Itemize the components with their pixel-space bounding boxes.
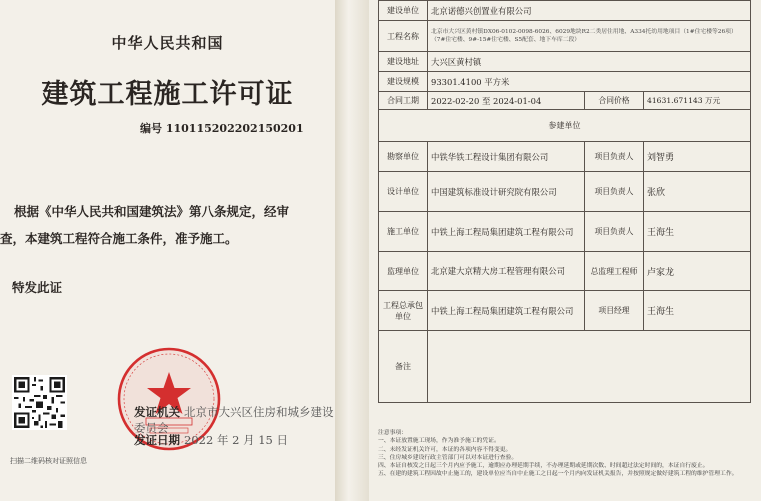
qr-code-icon [12,375,67,430]
permit-body [0,198,335,252]
participant-org: 中铁上海工程局集团建筑工程有限公司 [428,212,585,252]
participant-role: 项目经理 [585,291,644,331]
book-gutter [335,0,369,501]
participant-label: 设计单位 [379,172,428,212]
price-label: 合同价格 [585,92,644,110]
table-row [379,52,751,72]
permit-title: 建筑工程施工许可证 [41,79,294,110]
address-value: 大兴区黄村镇 [428,52,751,72]
participant-role: 总监理工程师 [585,252,644,291]
note-line: 一、本证放置施工现场，作为准予施工的凭证。 [378,438,500,445]
table-row [379,252,751,291]
issue-note: 特发此证 [12,280,63,295]
participant-label: 工程总承包单位 [379,291,428,331]
participant-org: 中铁上海工程局集团建筑工程有限公司 [428,291,585,331]
permit-right-page [369,0,761,501]
number-label: 编号 [140,122,162,135]
period-value: 2022-02-20 至 2024-01-04 [428,92,585,110]
participant-person: 王海生 [644,291,751,331]
participant-org: 中国建筑标准设计研究院有限公司 [428,172,585,212]
date-label: 发证日期 [134,433,180,447]
participant-label: 勘察单位 [379,142,428,172]
table-row [379,110,751,142]
body-line-2: 查，本建筑工程符合施工条件，准予施工。 [0,231,238,246]
participant-person: 张欣 [644,172,751,212]
table-row [379,72,751,92]
participant-person: 刘智勇 [644,142,751,172]
qr-caption: 扫描二维码核对证照信息 [10,457,87,465]
number-value: 110115202202150201 [165,122,304,135]
issue-date [134,432,288,448]
remarks-label: 备注 [379,331,428,403]
table-row [379,291,751,331]
period-label: 合同工期 [379,92,428,110]
issuer-value: 北京市大兴区住房和城乡建设委员会 [134,405,334,435]
participant-person: 王海生 [644,212,751,252]
participant-org: 中铁华铁工程设计集团有限公司 [428,142,585,172]
table-row [379,1,751,21]
participant-role: 项目负责人 [585,172,644,212]
remarks-value [428,331,751,403]
table-row [379,142,751,172]
note-line: 四、本证自核发之日起三个月内应予施工，逾期应办理延期手续，不办理延期或延期次数、时间超过法定时间的，本证自行废止。 [378,463,709,470]
participant-label: 施工单位 [379,212,428,252]
builder-label: 建设单位 [379,1,428,21]
scale-value: 93301.4100 平方米 [428,72,751,92]
scale-label: 建设规模 [379,72,428,92]
participant-org: 北京建大京精大房工程管理有限公司 [428,252,585,291]
table-row [379,21,751,52]
permit-left-page [0,0,335,501]
issuer-label: 发证机关 [134,405,180,419]
participant-role: 项目负责人 [585,142,644,172]
body-line-1: 根据《中华人民共和国建筑法》第八条规定，经审 [14,204,290,219]
table-row [379,331,751,403]
participant-role: 项目负责人 [585,212,644,252]
price-value: 41631.671143 万元 [644,92,751,110]
project-label: 工程名称 [379,21,428,52]
date-value: 2022 年 2 月 15 日 [184,433,289,447]
permit-notes [378,429,751,479]
permit-info-table [378,0,751,403]
table-row [379,212,751,252]
builder-value: 北京诺德兴创置业有限公司 [428,1,751,21]
table-row [379,172,751,212]
note-line: 注意事项： [378,430,407,436]
participants-header: 参建单位 [379,110,751,142]
country-heading: 中华人民共和国 [111,34,224,52]
participant-person: 卢家龙 [644,252,751,291]
note-line: 二、未经发证机关许可，本证的各项内容不得变更。 [378,446,512,453]
note-line: 三、住房城乡建设行政主管部门可以对本证进行查验。 [378,454,518,461]
permit-number [140,120,304,136]
project-value: 北京市大兴区黄村镇DX06-0102-0098-6026、6029地块R2二类居住用地、A334托幼用地项目（1#住宅楼等26项）（7#住宅楼、9#-15#住宅楼、S5配套、地下车库二段） [428,21,751,52]
table-row [379,92,751,110]
address-label: 建设地址 [379,52,428,72]
note-line: 五、在建的建筑工程因故中止施工的，建设单位应当自中止施工之日起一个月内向发证机关报告，并按照规定做好建筑工程的维护管理工作。 [378,471,738,478]
participant-label: 监理单位 [379,252,428,291]
